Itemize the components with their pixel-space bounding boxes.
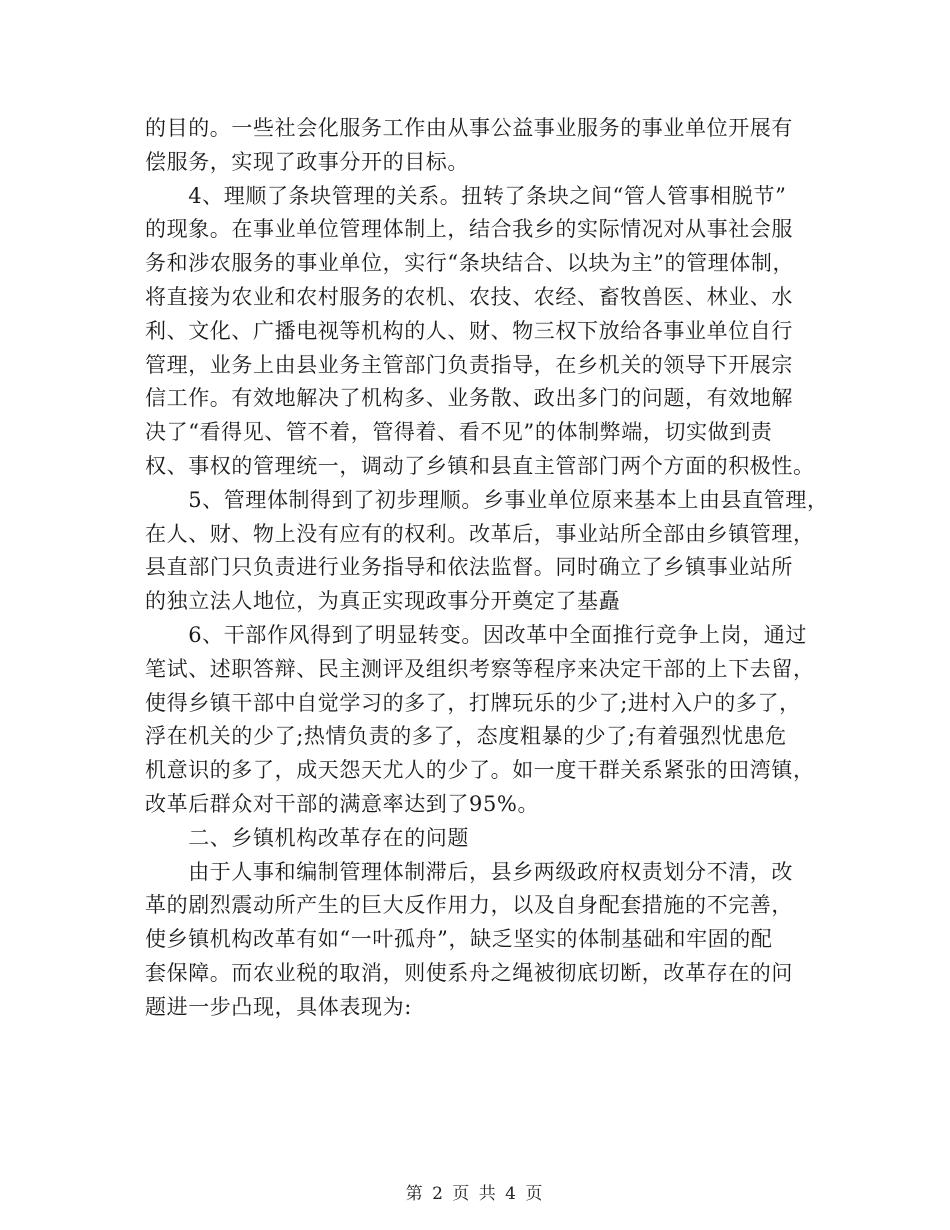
text-line: 浮在机关的少了;热情负责的多了，态度粗暴的少了;有着强烈忧患危	[145, 724, 787, 749]
text-line: 套保障。而农业税的取消，则使系舟之绳被彻底切断，改革存在的问	[145, 960, 793, 985]
text-line: 由于人事和编制管理体制滞后，县乡两级政府权责划分不清，改	[145, 859, 793, 884]
text-line: 权、事权的管理统一，调动了乡镇和县直主管部门两个方面的积极性。	[145, 453, 815, 478]
text-line: 信工作。有效地解决了机构多、业务散、政出多门的问题，有效地解	[145, 386, 793, 411]
text-line: 县直部门只负责进行业务指导和依法监督。同时确立了乡镇事业站所	[145, 555, 793, 580]
text-line: 将直接为农业和农村服务的农机、农技、农经、畜牧兽医、林业、水	[145, 284, 793, 309]
text-line: 机意识的多了，成天怨天尤人的少了。如一度干群关系紧张的田湾镇，	[145, 758, 815, 783]
text-line: 的独立法人地位，为真正实现政事分开奠定了基矗	[145, 589, 621, 614]
text-line: 偿服务，实现了政事分开的目标。	[145, 149, 469, 174]
text-line: 管理，业务上由县业务主管部门负责指导，在乡机关的领导下开展宗	[145, 352, 793, 377]
text-line: 务和涉农服务的事业单位，实行“条块结合、以块为主”的管理体制，	[145, 251, 795, 276]
text-line: 题进一步凸现，具体表现为:	[145, 994, 412, 1019]
text-line: 改革后群众对干部的满意率达到了95%。	[145, 791, 540, 816]
text-line: 的现象。在事业单位管理体制上，结合我乡的实际情况对从事社会服	[145, 217, 793, 242]
body-text	[145, 112, 829, 1025]
page-footer: 第 2 页 共 4 页	[405, 1184, 545, 1204]
text-line: 6、干部作风得到了明显转变。因改革中全面推行竞争上岗，通过	[145, 622, 807, 647]
text-line: 使乡镇机构改革有如“一叶孤舟”，缺乏坚实的体制基础和牢固的配	[145, 927, 773, 952]
text-line: 利、文化、广播电视等机构的人、财、物三权下放给各事业单位自行	[145, 318, 793, 343]
text-line: 笔试、述职答辩、民主测评及组织考察等程序来决定干部的上下去留，	[145, 656, 815, 681]
text-line: 使得乡镇干部中自觉学习的多了，打牌玩乐的少了;进村入户的多了，	[145, 690, 801, 715]
text-line: 的目的。一些社会化服务工作由从事公益事业服务的事业单位开展有	[145, 116, 793, 140]
text-line: 决了“看得见、管不着，管得着、看不见”的体制弊端，切实做到责	[145, 420, 773, 445]
text-line: 在人、财、物上没有应有的权利。改革后，事业站所全部由乡镇管理，	[145, 521, 815, 546]
text-line: 5、管理体制得到了初步理顺。乡事业单位原来基本上由县直管理，	[145, 487, 829, 512]
text-line: 革的剧烈震动所产生的巨大反作用力，以及自身配套措施的不完善，	[145, 893, 793, 918]
section-heading: 二、乡镇机构改革存在的问题	[145, 825, 469, 850]
text-line: 4、理顺了条块管理的关系。扭转了条块之间“管人管事相脱节”	[145, 183, 787, 208]
